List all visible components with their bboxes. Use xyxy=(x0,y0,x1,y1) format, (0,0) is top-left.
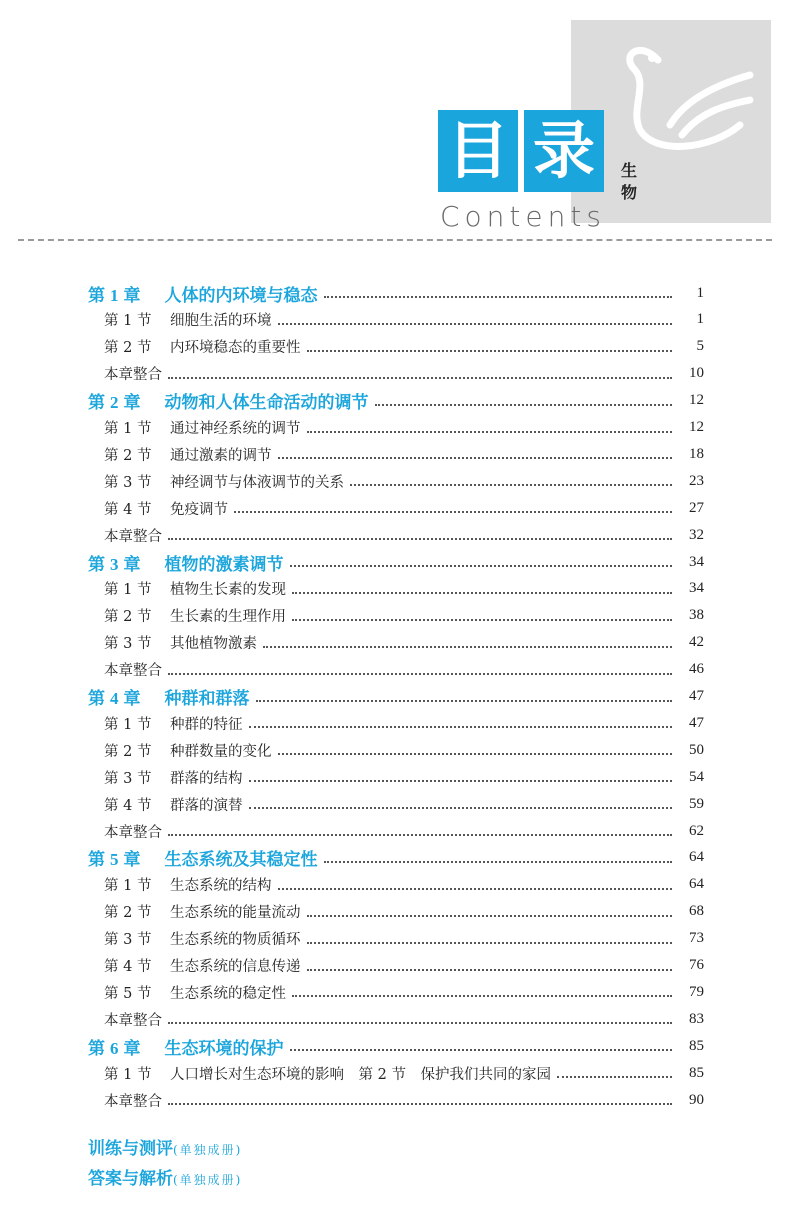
dot-leader xyxy=(324,286,673,298)
section-number: 第 1 节 xyxy=(104,878,152,895)
page-number: 32 xyxy=(689,526,704,543)
page-number: 1 xyxy=(696,311,704,328)
page-number: 12 xyxy=(689,392,704,409)
toc-section-row[interactable] xyxy=(0,576,790,602)
section-title: 种群数量的变化 xyxy=(170,743,272,760)
toc-section-row[interactable] xyxy=(0,979,790,1005)
chapter-title: 种群和群落 xyxy=(164,689,250,709)
dot-leader xyxy=(350,474,672,486)
section-number: 第 1 节 xyxy=(104,313,152,330)
chapter-title: 植物的激素调节 xyxy=(164,554,284,575)
page-number: 83 xyxy=(689,1010,704,1027)
toc-chapter-row[interactable] xyxy=(0,1033,790,1059)
toc-entry-label xyxy=(0,821,168,842)
page-number: 38 xyxy=(689,607,704,624)
section-title: 生长素的生理作用 xyxy=(170,609,286,626)
section-title: 群落的演替 xyxy=(170,797,243,814)
chapter-suffix: 章 xyxy=(123,850,141,871)
toc-entry-label xyxy=(0,388,375,413)
dot-leader xyxy=(234,501,672,513)
chapter-prefix: 第 xyxy=(88,689,105,709)
toc-entry-label xyxy=(0,659,168,680)
section-number: 第 2 节 xyxy=(104,743,152,760)
section-title: 其他植物激素 xyxy=(170,636,257,653)
chapter-prefix: 第 xyxy=(88,393,105,414)
toc-section-row[interactable] xyxy=(0,926,790,952)
toc-entry-label xyxy=(0,578,292,599)
toc-entry-label xyxy=(0,713,249,734)
toc-summary-row[interactable] xyxy=(0,361,790,387)
summary-title: 本章整合 xyxy=(104,1093,162,1110)
toc-section-row[interactable] xyxy=(0,872,790,898)
dot-leader xyxy=(278,743,673,755)
toc-chapter-row[interactable] xyxy=(0,549,790,575)
page-number: 90 xyxy=(689,1091,704,1108)
dot-leader xyxy=(249,797,673,809)
contents-word: Contents xyxy=(440,200,606,233)
dot-leader xyxy=(307,959,673,971)
section-title: 免疫调节 xyxy=(170,501,228,518)
section-number: 第 4 节 xyxy=(104,959,152,975)
chapter-title: 动物和人体生命活动的调节 xyxy=(164,393,369,414)
extra-title: 训练与测评 xyxy=(88,1139,173,1159)
chapter-suffix: 章 xyxy=(123,554,141,575)
page-number: 42 xyxy=(689,634,704,651)
toc-entry-label xyxy=(0,632,263,653)
toc-chapter-row[interactable] xyxy=(0,684,790,710)
section-title: 神经调节与体液调节的关系 xyxy=(170,474,344,491)
toc-section-row[interactable] xyxy=(0,791,790,817)
toc-chapter-row[interactable] xyxy=(0,280,790,306)
page-number: 1 xyxy=(696,284,704,301)
section-number: 第 3 节 xyxy=(104,770,152,787)
section-title: 生态系统的信息传递 xyxy=(170,959,301,975)
section-number: 第 2 节 xyxy=(104,340,152,357)
toc-section-row[interactable] xyxy=(0,737,790,763)
toc-section-row[interactable] xyxy=(0,764,790,790)
section-number: 第 1 节 xyxy=(104,1066,152,1083)
toc-entry-label xyxy=(0,901,307,922)
toc-entry-label xyxy=(0,928,307,949)
summary-title: 本章整合 xyxy=(104,824,162,841)
section-number: 第 1 节 xyxy=(104,716,152,733)
page-number: 62 xyxy=(689,822,704,839)
section-number: 第 2 节 xyxy=(104,609,152,626)
section-title: 种群的特征 xyxy=(170,716,243,733)
toc-entry-label xyxy=(0,525,168,546)
section-number: 第 1 节 xyxy=(104,421,152,437)
section-number: 第 1 节 xyxy=(104,582,152,599)
toc-section-row[interactable] xyxy=(0,468,790,494)
page-number: 73 xyxy=(689,930,704,947)
toc-entry-label xyxy=(0,417,307,438)
toc-section-row[interactable] xyxy=(0,334,790,360)
toc-entry-label xyxy=(0,363,168,384)
dot-leader xyxy=(278,313,673,325)
toc-entry-label xyxy=(0,1090,168,1111)
dot-leader xyxy=(290,1039,673,1051)
toc-entry-label xyxy=(0,767,249,788)
chapter-title: 生态环境的保护 xyxy=(164,1038,284,1059)
page-number: 64 xyxy=(689,876,704,893)
dot-leader xyxy=(168,528,672,540)
dot-leader xyxy=(375,394,673,406)
dot-leader xyxy=(307,421,673,433)
dot-leader xyxy=(307,932,673,944)
dot-leader xyxy=(168,1093,672,1105)
section-title: 生态系统的稳定性 xyxy=(170,985,286,1002)
toc-summary-row[interactable] xyxy=(0,1006,790,1032)
chapter-title: 人体的内环境与稳态 xyxy=(164,285,318,306)
section-title: 生态系统的物质循环 xyxy=(170,932,301,949)
dot-leader xyxy=(168,1012,672,1024)
toc-section-row[interactable] xyxy=(0,415,790,441)
toc-summary-row[interactable] xyxy=(0,522,790,548)
chapter-number: 5 xyxy=(110,850,119,870)
dot-leader xyxy=(278,447,673,459)
toc-entry-label xyxy=(0,982,292,1003)
toc-entry-label xyxy=(0,309,278,330)
toc-entry-label xyxy=(0,444,278,465)
chapter-suffix: 章 xyxy=(123,689,141,709)
toc-section-row[interactable] xyxy=(0,307,790,333)
toc-entry-label xyxy=(0,1034,290,1059)
toc-chapter-row[interactable] xyxy=(0,845,790,871)
section-number: 第 2 节 xyxy=(104,447,152,464)
toc-entry-label xyxy=(0,740,278,761)
page-number: 50 xyxy=(689,741,704,758)
page-number: 5 xyxy=(696,338,704,355)
chapter-suffix: 章 xyxy=(123,393,141,414)
chapter-number: 3 xyxy=(110,554,119,574)
page-number: 64 xyxy=(689,849,704,866)
chapter-number: 1 xyxy=(110,285,119,305)
extra-entry-training[interactable] xyxy=(88,1134,242,1159)
dot-leader xyxy=(249,770,673,782)
dot-leader xyxy=(168,367,672,379)
dot-leader xyxy=(168,663,672,675)
page-number: 10 xyxy=(689,365,704,382)
section-number: 第 4 节 xyxy=(104,797,152,814)
section-title: 内环境稳态的重要性 xyxy=(170,340,301,357)
chapter-suffix: 章 xyxy=(123,1038,141,1059)
page-number: 34 xyxy=(689,580,704,597)
page-number: 23 xyxy=(689,472,704,489)
toc-section-row[interactable] xyxy=(0,1060,790,1086)
section-title: 细胞生活的环境 xyxy=(170,313,272,330)
page-number: 76 xyxy=(689,957,704,973)
toc-entry-label xyxy=(0,605,292,626)
chapter-number: 6 xyxy=(110,1038,119,1058)
dot-leader xyxy=(292,985,672,997)
toc-entry-label xyxy=(0,845,324,870)
page-number: 85 xyxy=(689,1037,704,1054)
chapter-prefix: 第 xyxy=(88,1038,105,1059)
section-number: 第 4 节 xyxy=(104,501,152,518)
summary-title: 本章整合 xyxy=(104,663,162,680)
toc-entry-label xyxy=(0,874,278,895)
toc-section-row[interactable] xyxy=(0,710,790,736)
chapter-prefix: 第 xyxy=(88,554,105,575)
page-number: 34 xyxy=(689,553,704,570)
chapter-title: 生态系统及其稳定性 xyxy=(164,850,318,871)
section-number: 第 3 节 xyxy=(104,636,152,653)
toc-section-row[interactable] xyxy=(0,630,790,656)
toc-entry-label xyxy=(0,550,290,575)
extra-note: (单独成册) xyxy=(173,1173,243,1187)
page-number: 59 xyxy=(689,795,704,812)
section-number: 第 5 节 xyxy=(104,985,152,1002)
section-title: 人口增长对生态环境的影响 第 2 节 保护我们共同的家园 xyxy=(170,1066,551,1083)
title-char-mu: 目 xyxy=(438,110,518,192)
page-number: 54 xyxy=(689,768,704,785)
summary-title: 本章整合 xyxy=(104,1012,162,1029)
page-number: 47 xyxy=(689,688,704,704)
dot-leader xyxy=(290,555,673,567)
toc-section-row[interactable] xyxy=(0,953,790,979)
page-number: 18 xyxy=(689,445,704,462)
chapter-number: 4 xyxy=(110,689,119,708)
extra-title: 答案与解析 xyxy=(88,1169,173,1189)
dot-leader xyxy=(307,340,673,352)
section-title: 群落的结构 xyxy=(170,770,243,787)
toc-section-row[interactable] xyxy=(0,603,790,629)
chapter-suffix: 章 xyxy=(123,285,141,306)
toc-summary-row[interactable] xyxy=(0,818,790,844)
dot-leader xyxy=(249,716,673,728)
subject-label: 生物 xyxy=(621,161,638,202)
page-number: 12 xyxy=(689,419,704,435)
dot-leader xyxy=(292,609,672,621)
chapter-prefix: 第 xyxy=(88,285,105,306)
dot-leader xyxy=(292,582,672,594)
toc-entry-label xyxy=(0,336,307,357)
page-number: 47 xyxy=(689,714,704,731)
toc-section-row[interactable] xyxy=(0,495,790,521)
page-number: 85 xyxy=(689,1064,704,1081)
page-number: 79 xyxy=(689,983,704,1000)
dot-leader xyxy=(278,878,673,890)
summary-title: 本章整合 xyxy=(104,367,162,384)
chapter-number: 2 xyxy=(110,393,119,413)
swan-logo-icon xyxy=(600,30,760,160)
page-number: 27 xyxy=(689,499,704,516)
toc-entry-label xyxy=(0,498,234,519)
header-divider xyxy=(18,239,772,241)
section-title: 通过神经系统的调节 xyxy=(170,421,301,437)
dot-leader xyxy=(324,851,673,863)
dot-leader xyxy=(307,905,673,917)
section-title: 生态系统的能量流动 xyxy=(170,905,301,922)
toc-summary-row[interactable] xyxy=(0,1087,790,1113)
section-number: 第 3 节 xyxy=(104,932,152,949)
toc-section-row[interactable] xyxy=(0,899,790,925)
page-number: 46 xyxy=(689,661,704,678)
toc-entry-label xyxy=(0,281,324,306)
toc-entry-label xyxy=(0,471,350,492)
section-number: 第 2 节 xyxy=(104,905,152,922)
section-title: 通过激素的调节 xyxy=(170,447,272,464)
title-char-lu: 录 xyxy=(524,110,604,192)
toc-entry-label xyxy=(0,684,256,709)
extra-note: (单独成册) xyxy=(173,1143,243,1157)
toc-summary-row[interactable] xyxy=(0,657,790,683)
chapter-prefix: 第 xyxy=(88,850,105,871)
page-number: 68 xyxy=(689,903,704,920)
dot-leader xyxy=(256,690,673,702)
toc-entry-label xyxy=(0,955,307,976)
section-title: 生态系统的结构 xyxy=(170,878,272,895)
toc-entry-label xyxy=(0,794,249,815)
toc-entry-label xyxy=(0,1063,557,1084)
toc-chapter-row[interactable] xyxy=(0,388,790,414)
section-number: 第 3 节 xyxy=(104,474,152,491)
extra-entry-answers[interactable] xyxy=(88,1164,242,1189)
toc-section-row[interactable] xyxy=(0,441,790,467)
dot-leader xyxy=(168,824,672,836)
toc-entry-label xyxy=(0,1009,168,1030)
dot-leader xyxy=(263,636,672,648)
section-title: 植物生长素的发现 xyxy=(170,582,286,599)
dot-leader xyxy=(557,1066,672,1078)
summary-title: 本章整合 xyxy=(104,528,162,545)
